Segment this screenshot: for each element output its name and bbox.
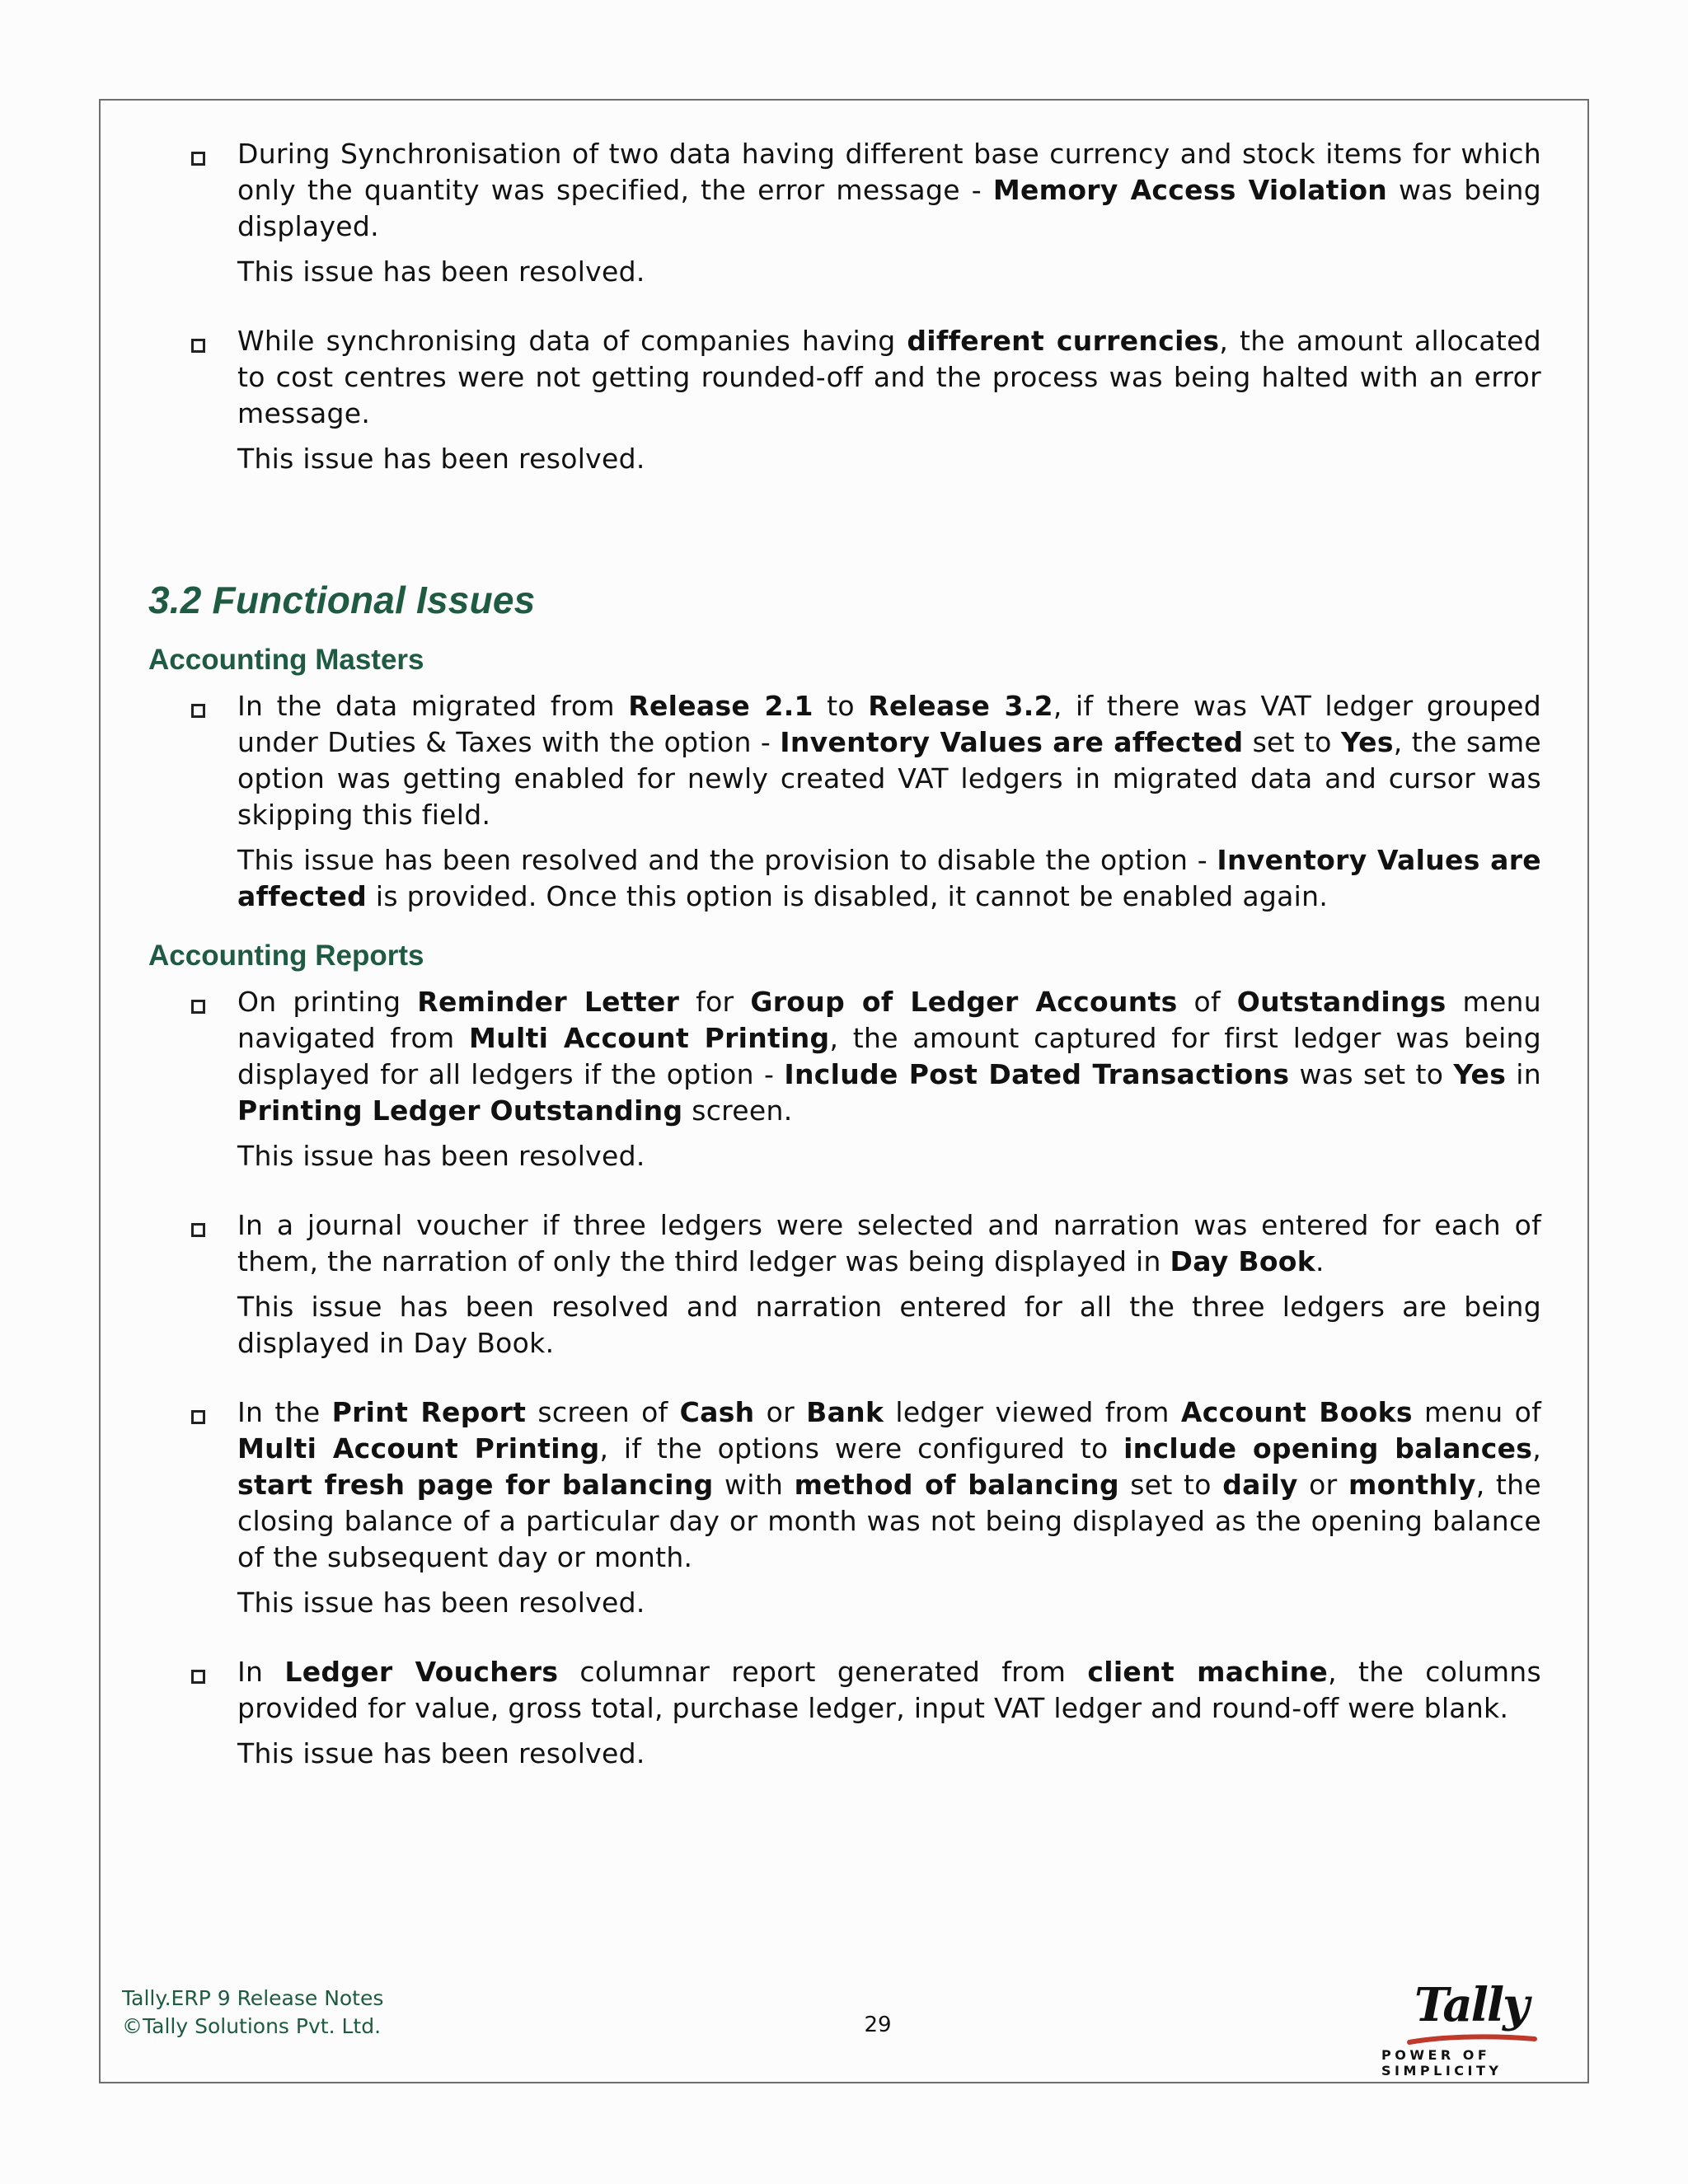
- text-run: menu navigated from: [237, 986, 1541, 1054]
- bold-term: include opening balances: [1123, 1432, 1533, 1465]
- text-run: or: [1297, 1469, 1348, 1501]
- bold-term: Account Books: [1180, 1396, 1413, 1428]
- page-number: 29: [864, 2013, 892, 2037]
- text-run: , if the options were configured to: [599, 1432, 1124, 1465]
- bold-term: different currencies: [907, 325, 1220, 357]
- text-run: In a journal voucher if three ledgers were selected and narration was entered for each of them, the narration of only the third ledger was being displayed in: [237, 1209, 1541, 1277]
- square-bullet-icon: [191, 1223, 205, 1237]
- intro-issue-list: [148, 136, 1541, 477]
- text-run: On printing: [237, 986, 418, 1018]
- bold-term: Inventory Values are affected: [780, 726, 1244, 758]
- text-run: ledger viewed from: [884, 1396, 1181, 1428]
- issue-description: [237, 688, 1541, 833]
- square-bullet-icon: [191, 152, 205, 166]
- text-run: This issue has been resolved.: [237, 1737, 645, 1769]
- issue-item: [148, 136, 1541, 290]
- text-run: While synchronising data of companies having: [237, 325, 907, 357]
- text-run: This issue has been resolved.: [237, 1586, 645, 1619]
- issue-description: [237, 323, 1541, 432]
- bold-term: Multi Account Printing: [469, 1022, 830, 1054]
- bold-term: Cash: [679, 1396, 755, 1428]
- text-run: set to: [1243, 726, 1341, 758]
- text-run: This issue has been resolved.: [237, 443, 645, 475]
- issue-resolution: [237, 1138, 1541, 1174]
- logo-swoosh-icon: [1406, 2034, 1538, 2046]
- issue-item: [148, 1394, 1541, 1621]
- bold-term: Group of Ledger Accounts: [750, 986, 1178, 1018]
- issue-item: [148, 984, 1541, 1174]
- issue-resolution: [237, 441, 1541, 477]
- tally-logo: [1378, 1971, 1569, 2079]
- bold-term: Memory Access Violation: [992, 174, 1388, 206]
- bold-term: Reminder Letter: [417, 986, 680, 1018]
- issue-resolution: [237, 254, 1541, 290]
- text-run: This issue has been resolved.: [237, 1140, 645, 1172]
- issue-resolution: [237, 842, 1541, 915]
- bold-term: Include Post Dated Transactions: [784, 1058, 1290, 1090]
- issue-resolution: [237, 1736, 1541, 1772]
- footer-text: [122, 1985, 383, 2041]
- bold-term: Day Book: [1170, 1245, 1316, 1277]
- subsection-heading: Accounting Reports: [148, 940, 424, 972]
- bold-term: Print Report: [331, 1396, 527, 1428]
- issue-description: [237, 984, 1541, 1129]
- page-content: [148, 136, 1541, 1805]
- issue-description: [237, 1207, 1541, 1280]
- text-run: , the same option was getting enabled for newly created VAT ledgers in migrated data and cursor was skipping this field.: [237, 726, 1542, 831]
- footer-copyright: ©Tally Solutions Pvt. Ltd.: [122, 2014, 382, 2038]
- text-run: of: [1177, 986, 1237, 1018]
- issue-description: [237, 1654, 1541, 1727]
- footer-doc-title: Tally.ERP 9 Release Notes: [122, 1986, 384, 2010]
- bold-term: start fresh page for balancing: [237, 1469, 714, 1501]
- issue-description: [237, 136, 1541, 245]
- bold-term: Printing Ledger Outstanding: [237, 1094, 683, 1127]
- text-run: menu of: [1412, 1396, 1542, 1428]
- bold-term: Yes: [1453, 1058, 1507, 1090]
- text-run: .: [1315, 1245, 1325, 1277]
- square-bullet-icon: [191, 339, 205, 353]
- text-run: During Synchronisation of two data having different base currency and stock items for which only the quantity was specified, the error message -: [237, 138, 1541, 206]
- text-run: or: [754, 1396, 807, 1428]
- bold-term: monthly: [1348, 1469, 1476, 1501]
- logo-wordmark: Tally: [1414, 1978, 1528, 2032]
- bold-term: Yes: [1340, 726, 1394, 758]
- subsection-heading: Accounting Masters: [148, 644, 424, 676]
- bold-term: Outstandings: [1236, 986, 1447, 1018]
- text-run: was being displayed.: [237, 174, 1542, 242]
- text-run: for: [679, 986, 751, 1018]
- text-run: was set to: [1289, 1058, 1454, 1090]
- text-run: screen.: [682, 1094, 793, 1127]
- text-run: , the closing balance of a particular day or month was not being displayed as the opening balance of the subsequent day or month.: [237, 1469, 1541, 1573]
- issue-resolution: [237, 1289, 1541, 1361]
- text-run: , the columns provided for value, gross total, purchase ledger, input VAT ledger and round-off were blank.: [237, 1656, 1541, 1724]
- bold-term: Multi Account Printing: [237, 1432, 600, 1465]
- square-bullet-icon: [191, 1000, 205, 1014]
- square-bullet-icon: [191, 704, 205, 718]
- bold-term: daily: [1222, 1469, 1298, 1501]
- issue-item: [148, 688, 1541, 915]
- text-run: screen of: [526, 1396, 680, 1428]
- bold-term: Release 2.1: [628, 690, 814, 722]
- subsection: [148, 940, 1541, 1772]
- text-run: In: [237, 1656, 285, 1688]
- square-bullet-icon: [191, 1410, 205, 1424]
- issue-item: [148, 1207, 1541, 1361]
- text-run: in: [1506, 1058, 1541, 1090]
- text-run: In the data migrated from: [237, 690, 629, 722]
- section-heading: 3.2 Functional Issues: [148, 579, 536, 621]
- text-run: In the: [237, 1396, 332, 1428]
- text-run: , the amount captured for first ledger was being displayed for all ledgers if the option -: [237, 1022, 1541, 1090]
- issue-item: [148, 323, 1541, 477]
- text-run: is provided. Once this option is disabled, it cannot be enabled again.: [367, 880, 1329, 912]
- bold-term: Bank: [806, 1396, 884, 1428]
- bold-term: method of balancing: [794, 1469, 1119, 1501]
- text-run: This issue has been resolved.: [237, 255, 645, 288]
- square-bullet-icon: [191, 1670, 205, 1684]
- bold-term: Inventory Values are affected: [237, 844, 1541, 912]
- text-run: This issue has been resolved and narration entered for all the three ledgers are being displayed in Day Book.: [237, 1291, 1541, 1359]
- bold-term: Release 3.2: [868, 690, 1053, 722]
- text-run: This issue has been resolved and the provision to disable the option -: [237, 844, 1217, 876]
- logo-tagline: POWER OF SIMPLICITY: [1381, 2047, 1503, 2079]
- issue-resolution: [237, 1585, 1541, 1621]
- text-run: set to: [1118, 1469, 1223, 1501]
- issue-description: [237, 1394, 1541, 1576]
- issue-item: [148, 1654, 1541, 1772]
- subsection: [148, 644, 1541, 915]
- bold-term: Ledger Vouchers: [284, 1656, 559, 1688]
- bold-term: client machine: [1087, 1656, 1329, 1688]
- text-run: to: [813, 690, 869, 722]
- text-run: ,: [1532, 1432, 1542, 1465]
- text-run: with: [713, 1469, 795, 1501]
- text-run: , the amount allocated to cost centres were not getting rounded-off and the process was being halted with an error message.: [237, 325, 1541, 429]
- subsection-container: [148, 644, 1541, 1772]
- text-run: columnar report generated from: [558, 1656, 1088, 1688]
- text-run: , if there was VAT ledger grouped under Duties & Taxes with the option -: [237, 690, 1542, 758]
